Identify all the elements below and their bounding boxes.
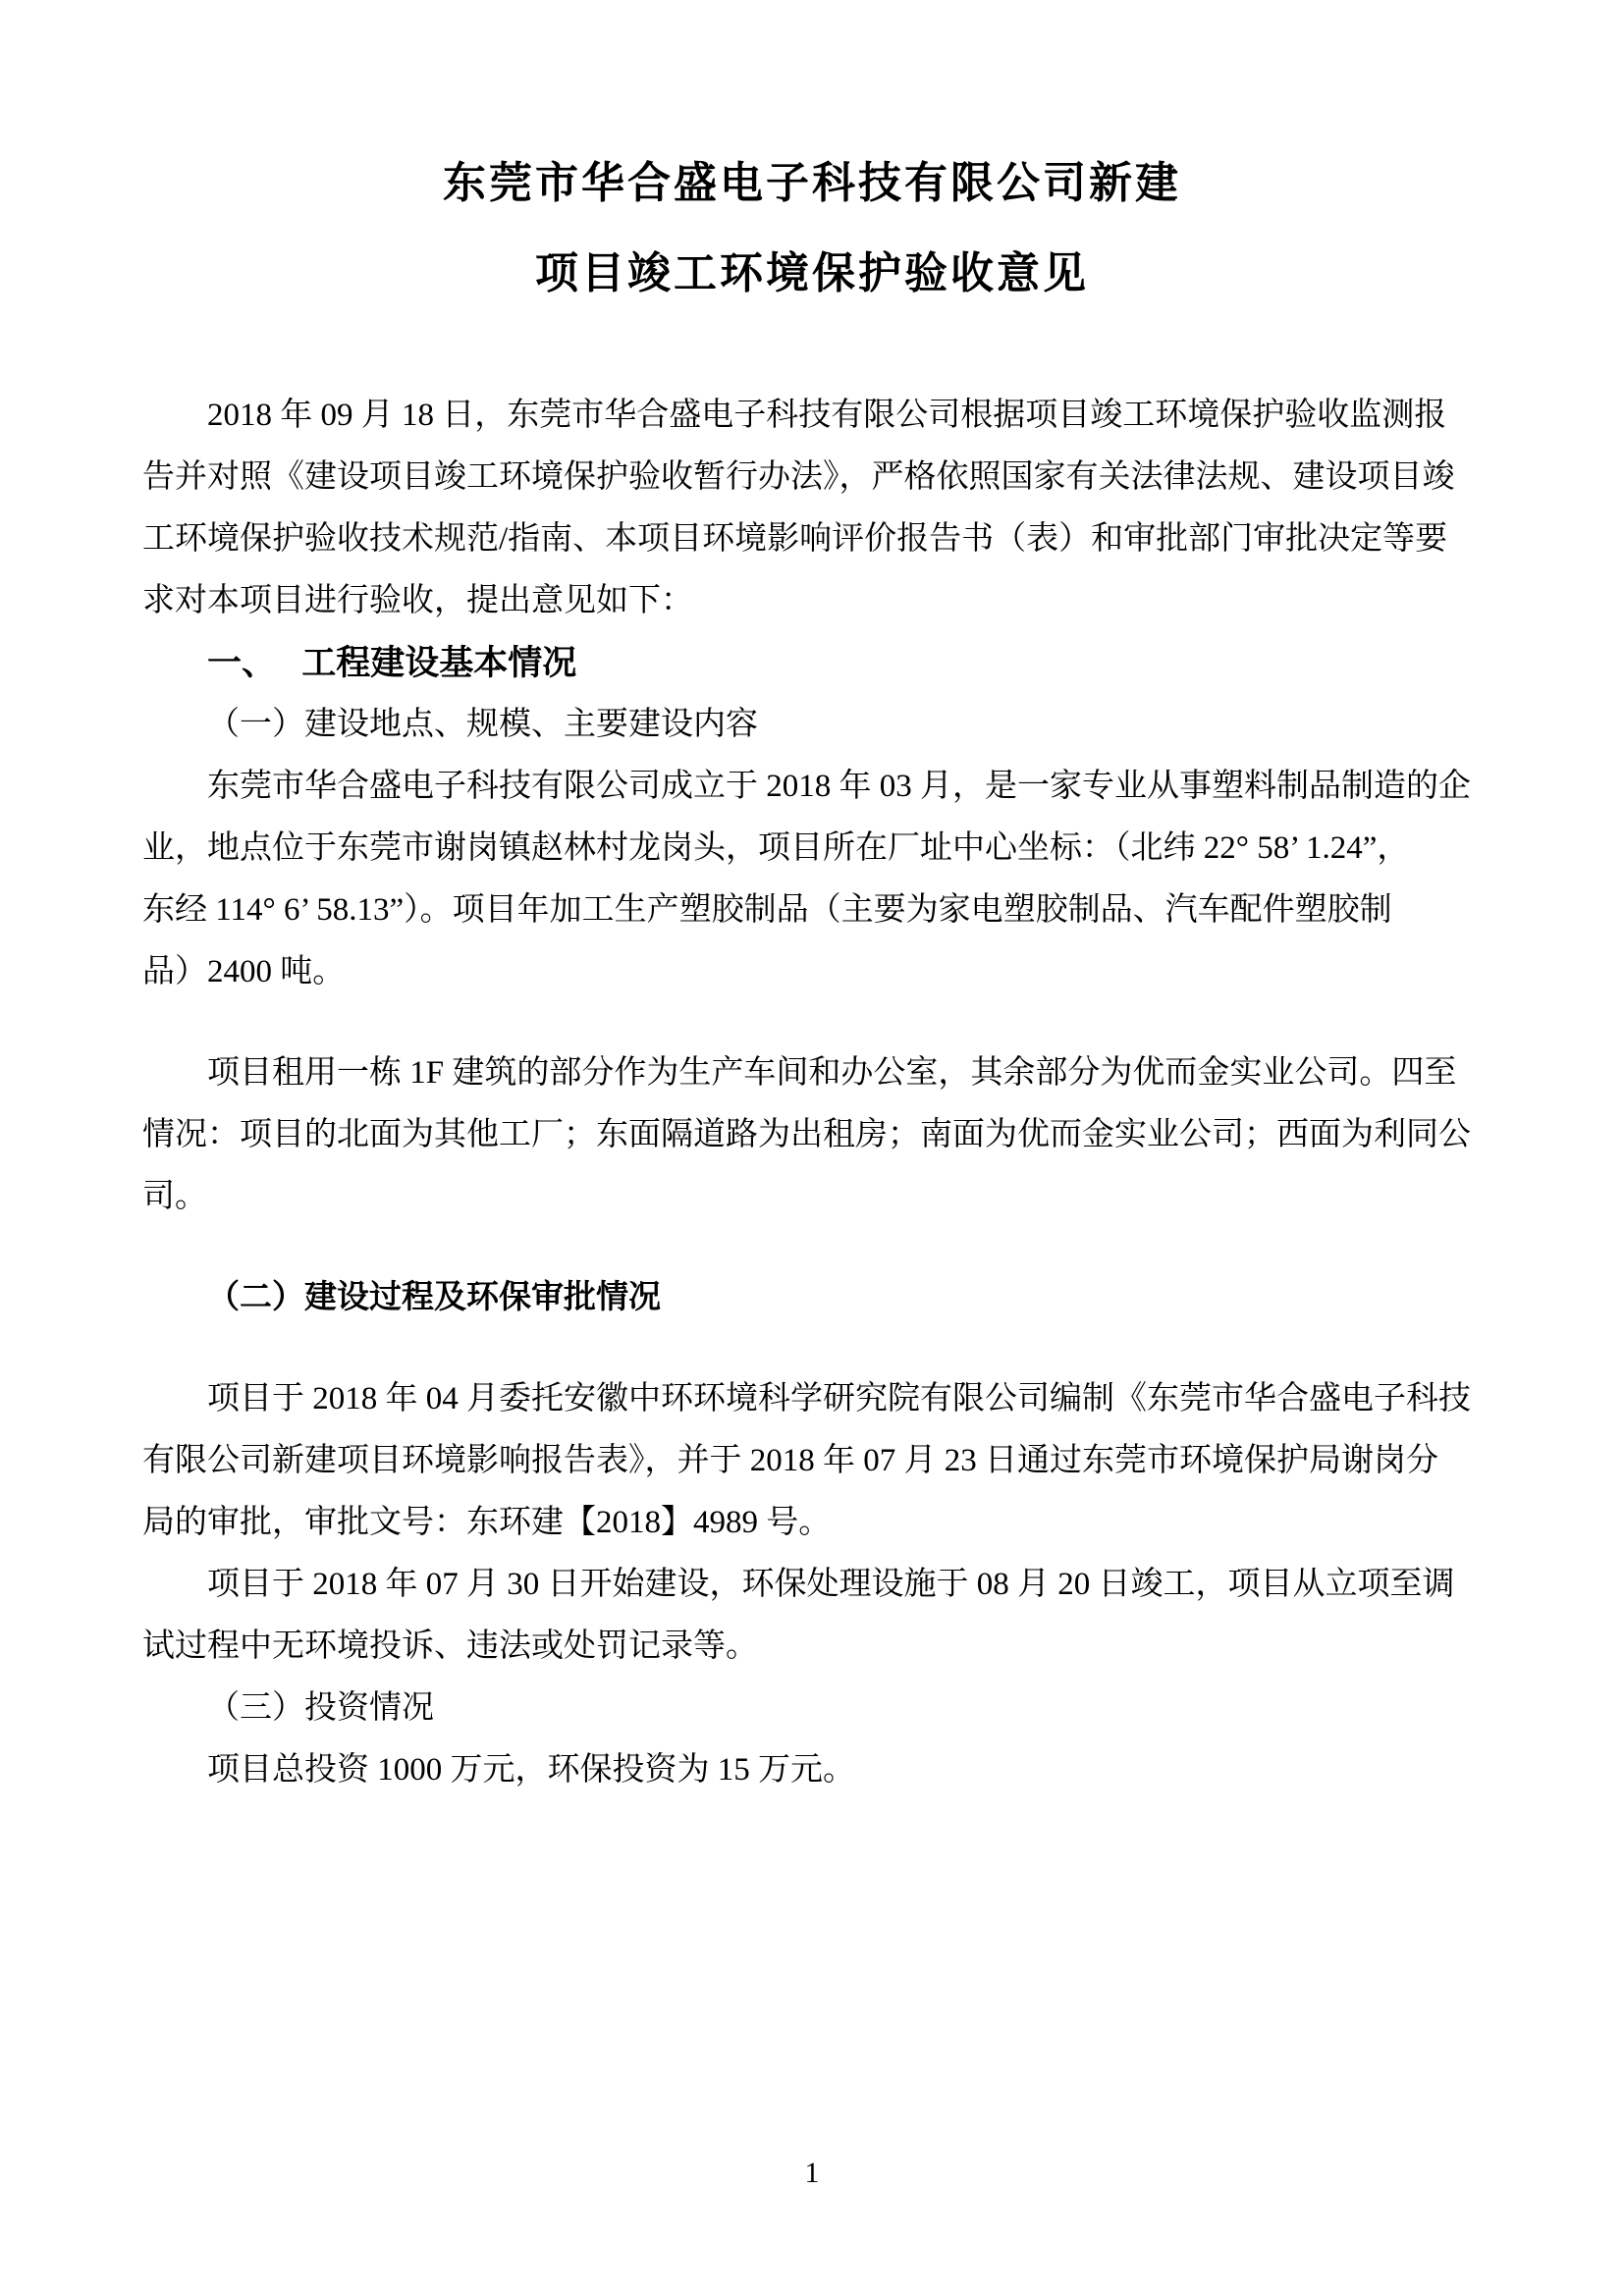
blank-line [142,1329,1502,1368]
text-line: 品）2400 吨。 [142,954,346,989]
text-line: 项目租用一栋 1F 建筑的部分作为生产车间和办公室，其余部分为优而金实业公司。四至 [207,1055,1457,1091]
text-line: 试过程中无环境投诉、违法或处罚记录等。 [142,1629,758,1664]
text-line: 司。 [142,1179,207,1214]
text-line: 求对本项目进行验收，提出意见如下： [142,583,693,618]
text-line: （三）投资情况 [207,1690,434,1726]
blank-line [142,1003,1502,1042]
text-line: 东莞市华合盛电子科技有限公司成立于 2018 年 03 月，是一家专业从事塑料制品制造的企 [207,769,1471,804]
page-number: 1 [804,2157,820,2189]
text-line: 工环境保护验收技术规范/指南、本项目环境影响评价报告书（表）和审批部门审批决定等要 [142,521,1448,557]
text-line: 情况：项目的北面为其他工厂；东面隔道路为出租房；南面为优而金实业公司；西面为利同公 [142,1117,1471,1152]
text-line: 告并对照《建设项目竣工环境保护验收暂行办法》，严格依照国家有关法律法规、建设项目竣 [142,459,1455,495]
text-line: 项目总投资 1000 万元，环保投资为 15 万元。 [207,1752,855,1788]
text-line: 有限公司新建项目环境影响报告表》，并于 2018 年 07 月 23 日通过东莞市环境保护局谢岗分 [142,1443,1438,1478]
document-title [0,0,1624,319]
text-line: 业，地点位于东莞市谢岗镇赵林村龙岗头，项目所在厂址中心坐标：（北纬 22° 58’ 1.24”， [142,830,1410,866]
text-line: （二）建设过程及环保审批情况 [207,1280,661,1315]
text-line: 项目于 2018 年 04 月委托安徽中环环境科学研究院有限公司编制《东莞市华合盛电子科技 [207,1381,1471,1416]
text-line: 东经 114° 6’ 58.13”）。项目年加工生产塑胶制品（主要为家电塑胶制品、汽车配件塑胶制 [142,892,1392,928]
blank-line [142,1228,1502,1267]
text-line: 2018 年 09 月 18 日，东莞市华合盛电子科技有限公司根据项目竣工环境保护验收监测报 [207,398,1447,433]
document-body [142,385,1502,1801]
document-title-line-2: 项目竣工环境保护验收意见 [535,249,1089,297]
text-line: 局的审批，审批文号：东环建【2018】4989 号。 [142,1505,832,1540]
text-line: 项目于 2018 年 07 月 30 日开始建设，环保处理设施于 08 月 20 日竣工，项目从立项至调 [207,1567,1455,1602]
text-line: 一、 工程建设基本情况 [207,644,577,682]
text-line: （一）建设地点、规模、主要建设内容 [207,707,758,742]
document-title-line-1: 东莞市华合盛电子科技有限公司新建 [443,159,1181,207]
